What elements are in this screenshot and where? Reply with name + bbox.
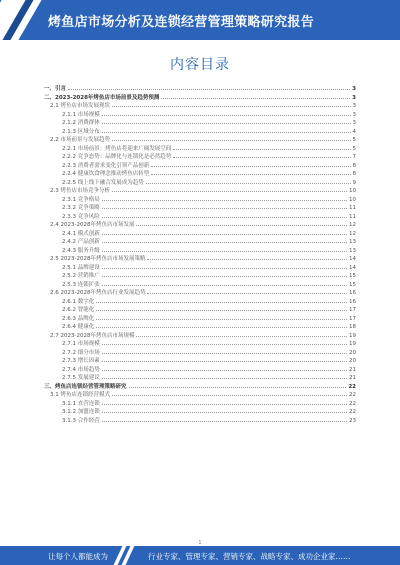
toc-leader-dots [102, 416, 347, 422]
toc-entry[interactable] [44, 271, 356, 280]
toc-entry-page: 15 [349, 273, 356, 279]
toc-leader-dots [102, 237, 347, 243]
toc-entry-page: 21 [349, 366, 356, 373]
toc-entry[interactable] [44, 178, 356, 187]
toc-entry-page: 22 [349, 400, 356, 407]
table-of-contents [44, 84, 356, 424]
toc-leader-dots [151, 161, 350, 167]
toc-leader-dots [112, 101, 351, 107]
toc-entry-label: 2.2.3 消费者需求变化引领产品创新 [62, 162, 150, 169]
toc-entry-label: 2.2.5 线上线下融合发展成为趋势 [62, 179, 144, 186]
toc-leader-dots [136, 331, 347, 337]
toc-entry[interactable] [44, 161, 356, 170]
toc-entry[interactable] [44, 263, 356, 272]
toc-entry-page: 14 [349, 256, 356, 262]
toc-leader-dots [96, 297, 347, 303]
toc-entry-page: 11 [349, 213, 356, 220]
toc-entry-label: 3.1 烤鱼店连锁经营模式 [50, 392, 110, 398]
toc-entry[interactable] [44, 220, 356, 229]
toc-entry-label: 三、烤鱼店连锁经营管理策略研究 [44, 383, 127, 390]
toc-entry-label: 3.1.2 加盟连锁 [62, 409, 100, 415]
toc-leader-dots [102, 110, 351, 116]
toc-entry-page: 9 [352, 179, 356, 186]
toc-entry-page: 3 [352, 111, 356, 118]
toc-entry-page: 22 [348, 383, 356, 390]
toc-entry[interactable] [44, 118, 356, 127]
toc-entry[interactable] [44, 152, 356, 161]
toc-entry[interactable] [44, 135, 356, 144]
toc-entry-label: 2.2.4 健康饮食理念推动烤鱼店转型 [62, 171, 150, 177]
toc-leader-dots [112, 135, 351, 141]
toc-entry[interactable] [44, 288, 356, 297]
toc-leader-dots [173, 152, 350, 158]
toc-leader-dots [129, 382, 347, 388]
toc-entry[interactable] [44, 84, 356, 93]
toc-entry-label: 2.6.1 数字化 [62, 298, 95, 305]
toc-entry-page: 12 [349, 222, 356, 228]
toc-entry-label: 2.6.3 品牌化 [62, 315, 95, 322]
toc-leader-dots [112, 186, 347, 192]
toc-entry[interactable] [44, 416, 356, 425]
toc-leader-dots [102, 356, 347, 362]
toc-leader-dots [102, 127, 351, 133]
toc-entry-label: 2.1.1 市场规模 [62, 111, 100, 118]
toc-entry-page: 4 [352, 128, 356, 135]
toc-entry-page: 7 [352, 154, 356, 160]
toc-entry-page: 22 [349, 409, 356, 415]
toc-entry-label: 2.3.3 竞争风险 [62, 213, 100, 220]
toc-entry-page: 11 [349, 205, 356, 211]
toc-entry[interactable] [44, 382, 356, 391]
toc-entry-label: 2.7 2023-2028年烤鱼店市场规模 [50, 332, 135, 339]
toc-entry-page: 13 [349, 239, 356, 245]
toc-entry[interactable] [44, 322, 356, 331]
toc-leader-dots [146, 178, 351, 184]
toc-leader-dots [96, 314, 347, 320]
toc-entry-page: 15 [349, 281, 356, 288]
toc-leader-dots [112, 390, 347, 396]
toc-entry-label: 3.1.1 直营连锁 [62, 400, 100, 407]
toc-entry[interactable] [44, 144, 356, 153]
toc-entry[interactable] [44, 373, 356, 382]
toc-entry-page: 3 [352, 103, 356, 109]
toc-entry-page: 3 [352, 120, 356, 126]
toc-entry-label: 2.6.4 健康化 [62, 324, 95, 330]
toc-entry-label: 2.4 2023-2028年烤鱼店市场发展 [50, 222, 135, 228]
toc-entry-page: 22 [349, 392, 356, 398]
toc-entry-label: 2.7.1 市场规模 [62, 341, 100, 347]
toc-entry-page: 12 [349, 230, 356, 237]
toc-entry-label: 2.3.1 竞争格局 [62, 196, 100, 203]
toc-entry-page: 16 [349, 298, 356, 305]
toc-leader-dots [96, 322, 347, 328]
toc-entry[interactable] [44, 339, 356, 348]
toc-entry-page: 3 [352, 94, 356, 101]
toc-entry-page: 3 [352, 86, 356, 92]
toc-entry[interactable] [44, 127, 356, 136]
toc-entry[interactable] [44, 407, 356, 416]
toc-entry-page: 5 [352, 145, 356, 152]
toc-leader-dots [102, 195, 347, 201]
toc-entry-page: 19 [349, 341, 356, 347]
toc-leader-dots [102, 365, 347, 371]
footer-slogan-lead: 让每个人都能成为 [48, 552, 108, 561]
toc-entry[interactable] [44, 399, 356, 408]
toc-entry-label: 2.7.2 细分市场 [62, 349, 100, 356]
toc-leader-dots [102, 118, 351, 124]
toc-entry[interactable] [44, 195, 356, 204]
toc-leader-dots [102, 203, 347, 209]
toc-entry-page: 14 [349, 264, 356, 271]
toc-entry-label: 2.7.3 增长因素 [62, 358, 100, 364]
toc-entry-page: 21 [349, 375, 356, 381]
toc-leader-dots [102, 263, 347, 269]
toc-entry-label: 2.4.3 服务升级 [62, 247, 100, 254]
toc-entry[interactable] [44, 305, 356, 314]
toc-entry[interactable] [44, 365, 356, 374]
toc-entry-label: 2.4.2 产品创新 [62, 239, 100, 245]
toc-entry-label: 2.1 烤鱼店市场发展现状 [50, 103, 110, 109]
toc-entry[interactable] [44, 356, 356, 365]
toc-leader-dots [161, 93, 350, 99]
report-title: 烤鱼店市场分析及连锁经营管理策略研究报告 [48, 15, 315, 30]
toc-entry[interactable] [44, 212, 356, 221]
toc-entry-label: 一、引言 [44, 86, 67, 92]
toc-entry-page: 20 [349, 358, 356, 364]
toc-leader-dots [102, 271, 347, 277]
toc-leader-dots [102, 348, 347, 354]
toc-entry-label: 2.6 2023-2028年烤鱼店行业发展趋势 [50, 290, 146, 296]
toc-entry-page: 23 [349, 417, 356, 424]
toc-entry-label: 2.3.2 竞争策略 [62, 205, 100, 211]
toc-entry-page: 8 [352, 162, 356, 169]
footer-slogan: 行业专家、管理专家、营销专家、战略专家、成功企业家…… [148, 552, 351, 561]
toc-entry-label: 2.5.3 连锁扩张 [62, 281, 100, 288]
toc-leader-dots [102, 373, 347, 379]
toc-entry[interactable] [44, 246, 356, 255]
toc-leader-dots [136, 220, 347, 226]
toc-entry-page: 13 [349, 247, 356, 254]
toc-heading: 内容目录 [170, 57, 230, 73]
toc-entry-label: 2.5.2 营销推广 [62, 273, 100, 279]
toc-entry-page: 5 [352, 137, 356, 143]
toc-entry[interactable] [44, 314, 356, 323]
toc-leader-dots [102, 339, 347, 345]
toc-leader-dots [102, 399, 347, 405]
toc-entry[interactable] [44, 237, 356, 246]
page-number: 1 [198, 540, 202, 546]
toc-leader-dots [151, 169, 350, 175]
toc-leader-dots [147, 254, 347, 260]
toc-leader-dots [102, 407, 347, 413]
toc-leader-dots [68, 84, 350, 90]
toc-entry-label: 2.3 烤鱼店市场竞争分析 [50, 188, 110, 194]
toc-entry-label: 2.5.1 品牌建设 [62, 264, 100, 271]
toc-entry[interactable] [44, 348, 356, 357]
toc-entry-label: 2.1.2 消费群体 [62, 120, 100, 126]
toc-entry-label: 2.5 2023-2028年烤鱼店市场发展策略 [50, 256, 146, 262]
toc-entry[interactable] [44, 101, 356, 110]
toc-entry[interactable] [44, 186, 356, 195]
toc-entry-page: 19 [349, 332, 356, 339]
toc-entry[interactable] [44, 93, 356, 102]
toc-entry[interactable] [44, 331, 356, 340]
toc-entry-label: 2.2.2 竞争态势：品牌化与连锁化是必然趋势 [62, 154, 172, 160]
toc-entry-page: 17 [349, 315, 356, 322]
toc-entry-label: 3.1.3 合作经营 [62, 417, 100, 424]
toc-entry-label: 2.1.3 区域分布 [62, 128, 100, 135]
toc-entry-label: 2.6.2 智能化 [62, 307, 95, 313]
toc-entry-label: 2.7.4 市场趋势 [62, 366, 100, 373]
toc-entry-page: 10 [349, 196, 356, 203]
toc-entry[interactable] [44, 297, 356, 306]
toc-entry[interactable] [44, 280, 356, 289]
toc-leader-dots [173, 144, 350, 150]
toc-entry[interactable] [44, 169, 356, 178]
toc-entry[interactable] [44, 203, 356, 212]
toc-leader-dots [102, 229, 347, 235]
toc-leader-dots [102, 246, 347, 252]
toc-entry-label: 2.4.1 模式创新 [62, 230, 100, 237]
page-footer [0, 546, 400, 565]
toc-entry[interactable] [44, 254, 356, 263]
toc-entry-label: 2.2 市场前景与发展趋势 [50, 137, 110, 143]
report-header [0, 0, 400, 40]
toc-entry-page: 20 [349, 349, 356, 356]
toc-entry-label: 2.7.5 发展建议 [62, 375, 100, 381]
toc-entry-page: 18 [349, 324, 356, 330]
toc-entry[interactable] [44, 390, 356, 399]
toc-leader-dots [102, 212, 347, 218]
toc-leader-dots [102, 280, 347, 286]
toc-entry-label: 2.2.1 市场前景：烤鱼店将迎来广阔发展空间 [62, 145, 172, 152]
toc-entry-page: 16 [349, 290, 356, 296]
toc-entry[interactable] [44, 229, 356, 238]
toc-leader-dots [96, 305, 347, 311]
toc-leader-dots [147, 288, 347, 294]
toc-entry-page: 17 [349, 307, 356, 313]
toc-entry[interactable] [44, 110, 356, 119]
toc-entry-page: 8 [352, 171, 356, 177]
toc-entry-page: 10 [349, 188, 356, 194]
toc-entry-label: 二、2023-2028年烤鱼店市场前景及趋势预测 [44, 94, 160, 101]
